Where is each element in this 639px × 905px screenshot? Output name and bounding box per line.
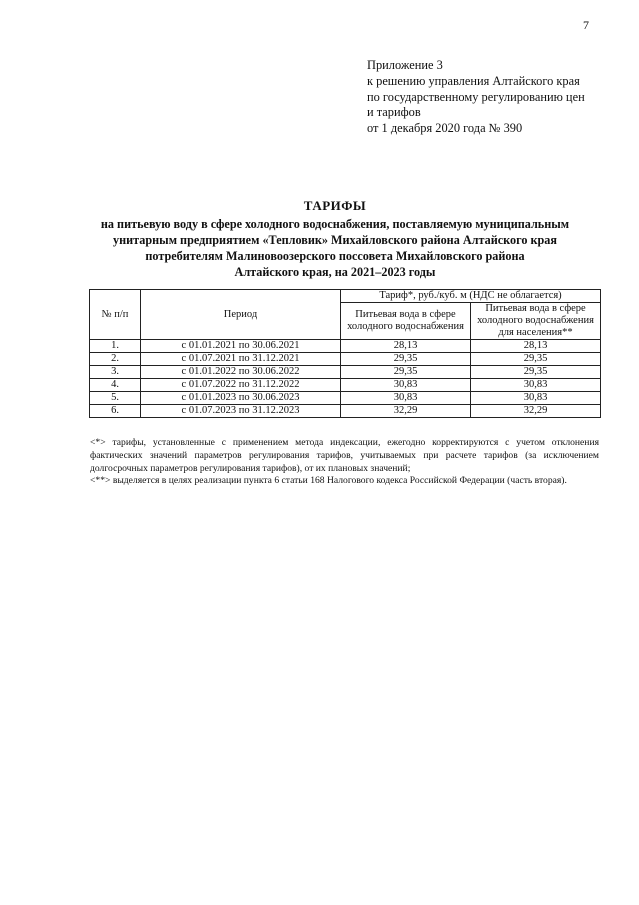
row-tariff-population: 28,13 (471, 340, 601, 353)
table-row (90, 405, 601, 418)
document-subtitle (55, 216, 615, 280)
row-number: 5. (90, 392, 141, 405)
row-number: 4. (90, 379, 141, 392)
appendix-line: к решению управления Алтайского края (367, 73, 580, 88)
appendix-line: Приложение 3 (367, 58, 443, 72)
footnote-indexation: <*> тарифы, установленные с применением метода индексации, ежегодно корректируются с учетом отклонения фактических значений параметров регулирования тарифов, учитываемых при расчете тарифов (за исключением долгосрочных параметров регулирования тарифов), от их плановых значений; (90, 437, 599, 474)
subtitle-line: унитарным предприятием «Тепловик» Михайловского района Алтайского края (113, 233, 557, 247)
header-water: Питьевая вода в сфере холодного водоснабжения (341, 303, 471, 340)
header-tariff-group: Тариф*, руб./куб. м (НДС не облагается) (341, 290, 601, 303)
row-tariff-water: 30,83 (341, 392, 471, 405)
subtitle-line: Алтайского края, на 2021–2023 годы (234, 265, 436, 279)
row-number: 6. (90, 405, 141, 418)
table-row (90, 379, 601, 392)
tariff-table (89, 289, 601, 418)
table-row (90, 340, 601, 353)
row-tariff-water: 28,13 (341, 340, 471, 353)
appendix-line: по государственному регулированию цен (367, 89, 585, 104)
row-tariff-water: 30,83 (341, 379, 471, 392)
header-number: № п/п (90, 290, 141, 340)
row-period: с 01.01.2021 по 30.06.2021 (141, 340, 341, 353)
row-number: 3. (90, 366, 141, 379)
appendix-line: от 1 декабря 2020 года № 390 (367, 121, 523, 136)
header-water-population: Питьевая вода в сфере холодного водоснабжения для населения** (471, 303, 601, 340)
subtitle-line: на питьевую воду в сфере холодного водоснабжения, поставляемую муниципальным (100, 217, 570, 231)
table-row (90, 392, 601, 405)
row-tariff-population: 30,83 (471, 392, 601, 405)
row-period: с 01.01.2023 по 30.06.2023 (141, 392, 341, 405)
table-row (90, 353, 601, 366)
row-tariff-water: 29,35 (341, 353, 471, 366)
table-row (90, 366, 601, 379)
row-number: 1. (90, 340, 141, 353)
header-period: Период (141, 290, 341, 340)
row-tariff-water: 32,29 (341, 405, 471, 418)
footnotes (90, 437, 599, 488)
row-tariff-water: 29,35 (341, 366, 471, 379)
row-period: с 01.01.2022 по 30.06.2022 (141, 366, 341, 379)
appendix-reference (367, 58, 617, 137)
row-number: 2. (90, 353, 141, 366)
appendix-line: и тарифов (367, 105, 421, 120)
row-tariff-population: 32,29 (471, 405, 601, 418)
row-tariff-population: 29,35 (471, 366, 601, 379)
row-tariff-population: 29,35 (471, 353, 601, 366)
row-period: с 01.07.2023 по 31.12.2023 (141, 405, 341, 418)
page-number: 7 (583, 18, 589, 32)
document-title: ТАРИФЫ (303, 198, 367, 213)
subtitle-line: потребителям Малиновоозерского поссовета Михайловского района (145, 249, 525, 263)
document-heading (55, 198, 615, 280)
footnote-vat: <**> выделяется в целях реализации пункта 6 статьи 168 Налогового кодекса Российской Федерации (часть вторая). (90, 475, 567, 487)
row-period: с 01.07.2022 по 31.12.2022 (141, 379, 341, 392)
row-period: с 01.07.2021 по 31.12.2021 (141, 353, 341, 366)
row-tariff-population: 30,83 (471, 379, 601, 392)
